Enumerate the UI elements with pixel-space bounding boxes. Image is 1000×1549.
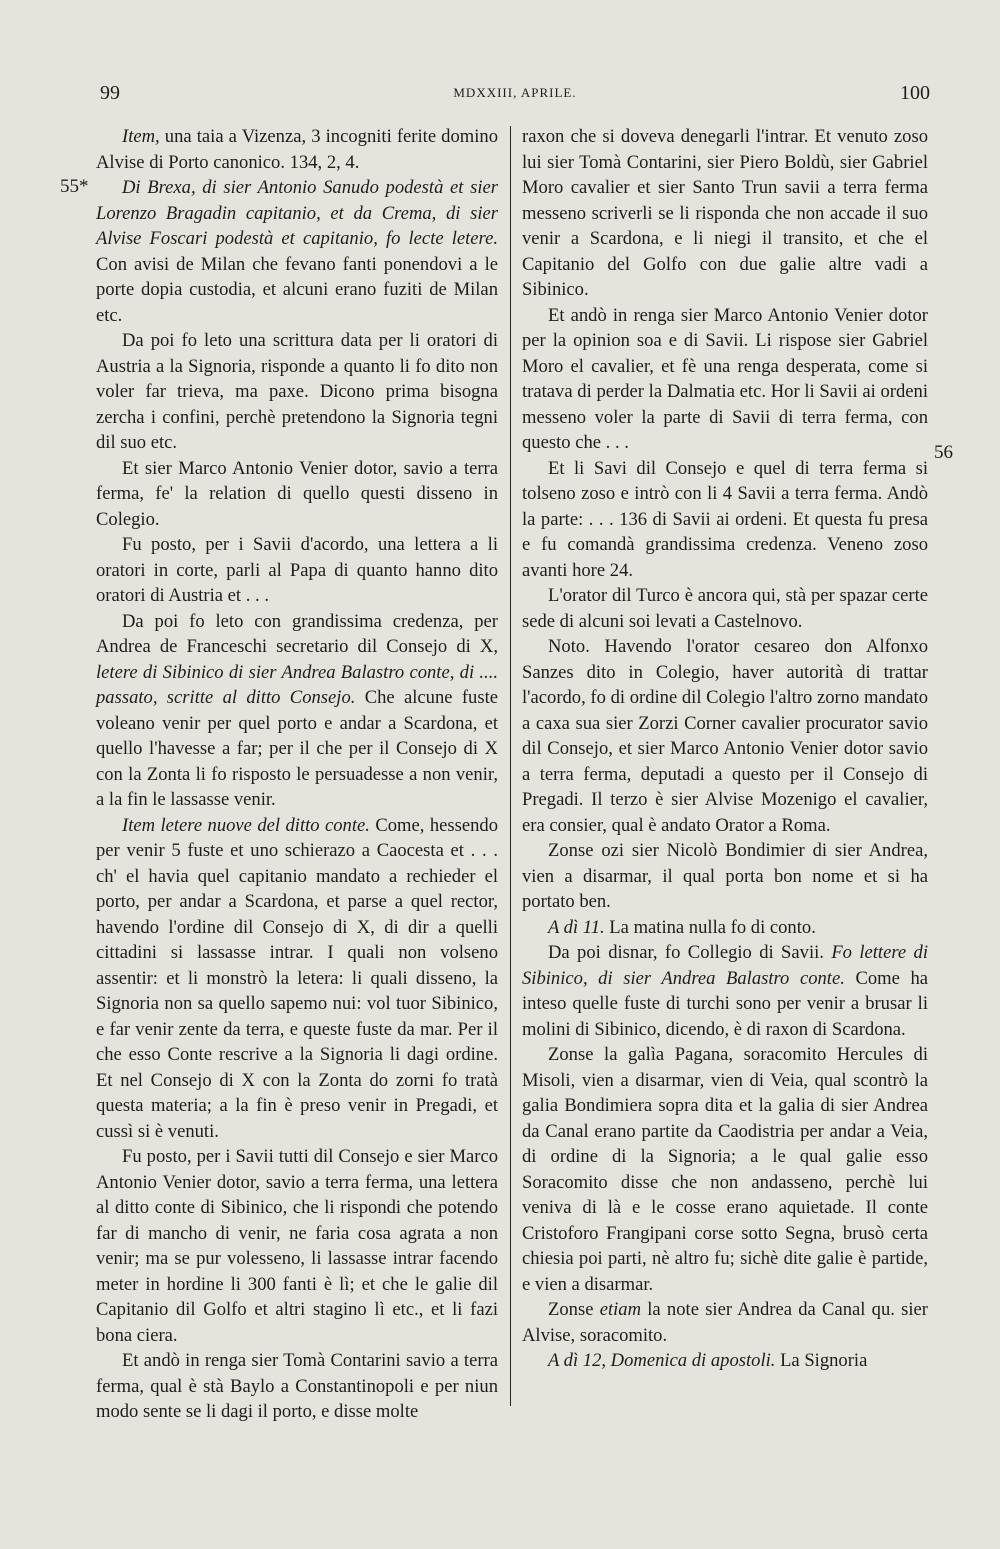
paragraph bbox=[522, 915, 928, 941]
body-text: Et andò in renga sier Tomà Contarini savio a terra ferma, qual è stà Baylo a Constantinopoli e per niun modo sente se li dagi il porto, e disse molte bbox=[96, 1350, 498, 1422]
italic-text: etiam bbox=[599, 1299, 642, 1320]
margin-number-right: 56 bbox=[934, 442, 953, 463]
paragraph bbox=[96, 609, 498, 813]
body-text: Da poi disnar, fo Collegio di Savii. bbox=[548, 942, 832, 963]
column-divider bbox=[510, 126, 511, 1406]
paragraph bbox=[522, 1297, 928, 1348]
body-text: Da poi fo leto con grandissima credenza, per Andrea de Franceschi secretario dil Consejo di X, bbox=[96, 610, 498, 657]
body-text: Con avisi de Milan che fevano fanti ponendovi a le porte dopia custodia, et alcuni erano fuziti de Milan etc. bbox=[96, 253, 498, 326]
paragraph bbox=[522, 940, 928, 1042]
italic-text: Di Brexa, di sier Antonio Sanudo podestà et sier Lorenzo Bragadin capitanio, et da Crema, di sier Alvise Foscari podestà et capitanio, fo lecte letere. bbox=[96, 177, 498, 249]
paragraph bbox=[96, 1348, 498, 1425]
body-text: Zonse la galìa Pagana, soracomito Hercules di Misoli, vien a disarmar, vien di Veia, qual scontrò la galia Bondimiera sopra dita et la galia di sier Andrea da Canal erano partite da Caodistria per andar a Veia, di ordine di la Signoria; a le qual galie esso Soracomito disse che non andasseno, perchè lui veniva di là e le cosse erano aquietade. Il conte Cristoforo Frangipani corse sotto Segna, brusò certa chiesia poi parti, nè altro fu; sichè dite galie è partide, e vien a disarmar. bbox=[522, 1044, 928, 1295]
running-head bbox=[100, 82, 930, 112]
body-text: Noto. Havendo l'orator cesareo don Alfonxo Sanzes dito in Colegio, haver autorità di trattar l'acordo, fo di ordine dil Colegio l'altro zorno mandato a caxa sua sier Zorzi Corner cavalier procurator savio dil Consejo, et sier Marco Antonio Venier dotor savio a terra ferma, deputadi a questo per il Consejo di Pregadi. Il terzo è sier Alvise Mozenigo el cavalier, era consier, qual è andato Orator a Roma. bbox=[522, 636, 928, 836]
italic-text: letere di Sibinico di sier Andrea Balastro conte, di .... passato, scritte al ditto Consejo. bbox=[96, 661, 498, 708]
body-text: Zonse bbox=[548, 1299, 600, 1320]
body-text: Et andò in renga sier Marco Antonio Venier dotor per la opinion soa e di Savii. Li rispose sier Gabriel Moro el cavalier, et fè una renga desperata, come si tratava di perder la Dalmatia etc. Hor li Savii ai ordeni messeno voler la parte di Savii di terra ferma, con questo che . . . bbox=[522, 304, 928, 453]
body-text: Zonse ozi sier Nicolò Bondimier di sier Andrea, vien a disarmar, il qual porta bon nome et si ha portato ben. bbox=[522, 840, 928, 912]
italic-text: Item, bbox=[122, 126, 160, 147]
body-text: raxon che si doveva denegarli l'intrar. Et venuto zoso lui sier Tomà Contarini, sier Piero Boldù, sier Gabriel Moro cavalier et sier Santo Trun savii a terra ferma messeno scriverli se li risponda che non accade il suo venir a Scardona, e li niegi il transito, et che el Capitanio del Golfo con due galie altre vadi a Sibinico. bbox=[522, 126, 928, 300]
italic-text: Item letere nuove del ditto conte. bbox=[122, 814, 370, 836]
page-number-right: 100 bbox=[900, 82, 930, 104]
body-text: Et li Savi dil Consejo e quel di terra ferma si tolseno zoso e intrò con li 4 Savii a terra ferma. Andò la parte: . . . 136 di Savii ai ordeni. Et questa fu presa e fu comandà grandissima credenza. Veneno zoso avanti hore 24. bbox=[522, 457, 928, 581]
paragraph bbox=[522, 303, 928, 456]
paragraph bbox=[522, 838, 928, 915]
body-text: La Signoria bbox=[775, 1350, 868, 1371]
body-text: una taia a Vizenza, 3 incogniti ferite domino Alvise di Porto canonico. 134, 2, 4. bbox=[96, 126, 498, 173]
italic-text: A dì 12, Domenica di apostoli. bbox=[548, 1350, 776, 1371]
paragraph bbox=[522, 634, 928, 838]
page-number-left: 99 bbox=[100, 82, 120, 104]
italic-text: Fo lettere di Sibinico, di sier Andrea Balastro conte. bbox=[522, 942, 928, 989]
paragraph bbox=[96, 175, 498, 328]
paragraph bbox=[522, 1348, 928, 1374]
paragraph bbox=[96, 456, 498, 533]
paragraph bbox=[96, 532, 498, 609]
paragraph bbox=[96, 328, 498, 456]
paragraph bbox=[96, 813, 498, 1145]
paragraph bbox=[522, 583, 928, 634]
paragraph bbox=[522, 124, 928, 303]
body-text: L'orator dil Turco è ancora qui, stà per spazar certe sede di alcuni soi levati a Castelnovo. bbox=[522, 585, 928, 632]
right-column bbox=[522, 124, 928, 1374]
paragraph bbox=[96, 124, 498, 175]
left-column bbox=[96, 124, 498, 1425]
body-text: Come ha inteso quelle fuste di turchi sono per venir a brusar li molini di Sibinico, dicendo, è di raxon di Scardona. bbox=[522, 967, 928, 1040]
body-text: Et sier Marco Antonio Venier dotor, savio a terra ferma, fe' la relation di quello questi disseno in Colegio. bbox=[96, 457, 498, 530]
body-text: Da poi fo leto una scrittura data per li oratori di Austria a la Signoria, risponde a quanto li fo dito non voler far trieva, ma paxe. Dicono prima bisogna zercha i confini, perchè pretendono la Signoria tegni dil suo etc. bbox=[96, 330, 498, 453]
paragraph bbox=[522, 456, 928, 584]
body-text: Fu posto, per i Savii d'acordo, una lettera a li oratori in corte, parli al Papa di quanto hanno dito oratori di Austria et . . . bbox=[96, 534, 498, 606]
body-text: Fu posto, per i Savii tutti dil Consejo e sier Marco Antonio Venier dotor, savio a terra ferma, una lettera al ditto conte di Sibinico, che li rispondi che potendo far di mancho di venir, ne faria cosa agrata a non venir; ma se pur volesseno, li lassasse intrar facendo meter in hordine li 300 fanti è lì; et che le galie dil Capitanio dil Golfo et altri stagino lì etc., et li fazi bona ciera. bbox=[96, 1146, 498, 1346]
body-text: Che alcune fuste voleano venir per quel porto e andar a Scardona, et quello l'havesse a far; per il che per il Consejo di X con la Zonta li fo risposto le persuadesse a non venir, a la fin le lassasse venir. bbox=[96, 687, 498, 810]
running-title: MDXXIII, APRILE. bbox=[453, 85, 577, 100]
body-text: la note sier Andrea da Canal qu. sier Alvise, soracomito. bbox=[522, 1299, 929, 1346]
body-text: La matina nulla fo di conto. bbox=[604, 916, 816, 938]
body-text: Come, hessendo per venir 5 fuste et uno schierazo a Caocesta et . . . ch' el havia quel capitanio mandato a rechieder el porto, per andar a Scardona, et parse a quel rector, havendo l'ordine dil Consejo di X, di dir a quelli cittadini si lassasse intrar. I quali non volseno assentir: et li monstrò la letera: li quali disseno, la Signoria non sa quello sapemo nui: vol tuor Sibinico, e far venir zente da terra, e queste fuste da mar. Per il che esso Conte rescrive a la Signoria li dagi ordine. Et nel Consejo di X con la Zonta do zorni fo tratà questa materia; a la fin è preso venir in Pregadi, et cussì si è venuti. bbox=[96, 814, 498, 1142]
paragraph bbox=[96, 1144, 498, 1348]
italic-text: A dì 11. bbox=[548, 916, 605, 938]
paragraph bbox=[522, 1042, 928, 1297]
margin-number-left: 55* bbox=[60, 176, 89, 197]
